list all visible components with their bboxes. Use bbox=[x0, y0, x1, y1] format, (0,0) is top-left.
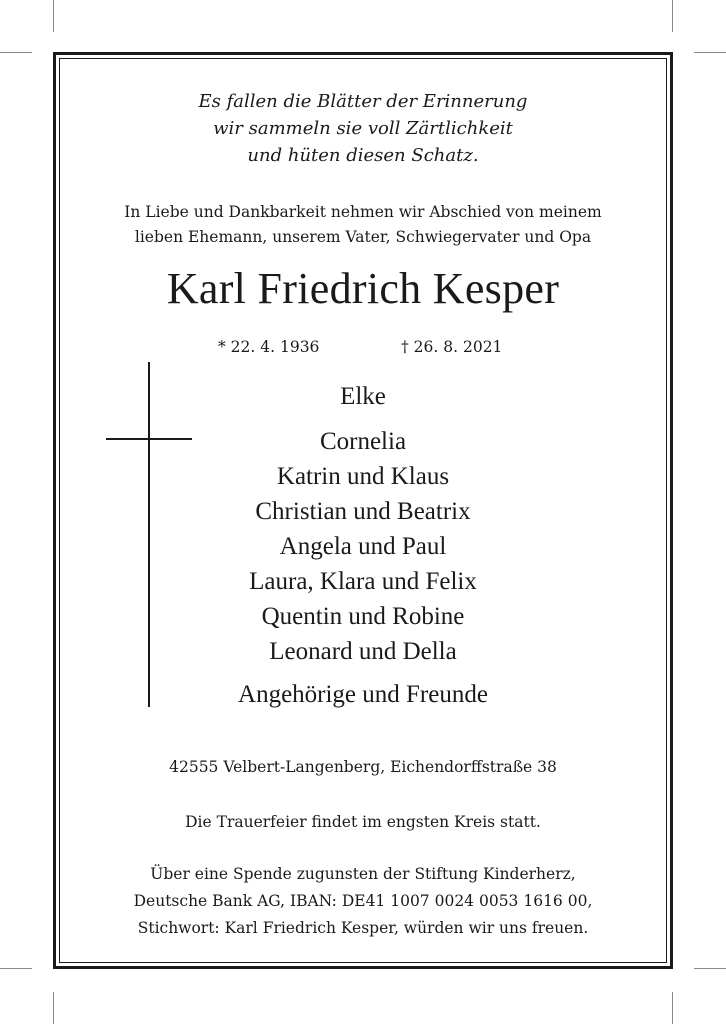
mourner-name: Leonard und Della bbox=[269, 638, 457, 665]
obituary-content bbox=[60, 59, 666, 962]
crop-mark-top-right bbox=[672, 0, 673, 32]
family-grandchildren bbox=[60, 564, 666, 669]
mourner-name: Angela und Paul bbox=[279, 533, 447, 560]
memorial-poem bbox=[60, 88, 666, 169]
mourner-name: Laura, Klara und Felix bbox=[249, 568, 477, 595]
poem-line: und hüten diesen Schatz. bbox=[247, 145, 479, 166]
donation-line: Stichwort: Karl Friedrich Kesper, würden wir uns freuen. bbox=[137, 919, 589, 937]
crop-mark-right-bottom bbox=[694, 968, 726, 969]
mourning-address: 42555 Velbert-Langenberg, Eichendorffstraße 38 bbox=[169, 758, 557, 776]
death-date: † 26. 8. 2021 bbox=[401, 338, 503, 356]
family-children bbox=[60, 424, 666, 564]
mourner-name: Cornelia bbox=[319, 428, 407, 455]
family-spouse bbox=[60, 379, 666, 414]
crop-mark-bottom-left bbox=[53, 992, 54, 1024]
mourner-name: Elke bbox=[340, 383, 386, 410]
farewell-intro bbox=[60, 200, 666, 250]
donation-line: Deutsche Bank AG, IBAN: DE41 1007 0024 0053 1616 00, bbox=[133, 892, 593, 910]
donation-line: Über eine Spende zugunsten der Stiftung Kinderherz, bbox=[150, 865, 576, 883]
poem-line: Es fallen die Blätter der Erinnerung bbox=[198, 91, 528, 112]
deceased-name: Karl Friedrich Kesper bbox=[166, 264, 560, 313]
crop-mark-left-top bbox=[0, 52, 32, 53]
mourner-name: Katrin und Klaus bbox=[276, 463, 450, 490]
mourner-name: Christian und Beatrix bbox=[255, 498, 471, 525]
donation-request bbox=[60, 861, 666, 942]
poem-line: wir sammeln sie voll Zärtlichkeit bbox=[213, 118, 513, 139]
birth-date: * 22. 4. 1936 bbox=[218, 338, 320, 356]
crop-mark-right-top bbox=[694, 52, 726, 53]
mourner-name: Quentin und Robine bbox=[261, 603, 465, 630]
intro-line: lieben Ehemann, unserem Vater, Schwiegervater und Opa bbox=[134, 228, 592, 246]
crop-mark-bottom-right bbox=[672, 992, 673, 1024]
funeral-service-note: Die Trauerfeier findet im engsten Kreis statt. bbox=[185, 813, 541, 831]
crop-mark-top-left bbox=[53, 0, 54, 32]
mourner-name: Angehörige und Freunde bbox=[238, 681, 488, 708]
crop-mark-left-bottom bbox=[0, 968, 32, 969]
intro-line: In Liebe und Dankbarkeit nehmen wir Abschied von meinem bbox=[124, 203, 602, 221]
family-relatives bbox=[60, 677, 666, 712]
